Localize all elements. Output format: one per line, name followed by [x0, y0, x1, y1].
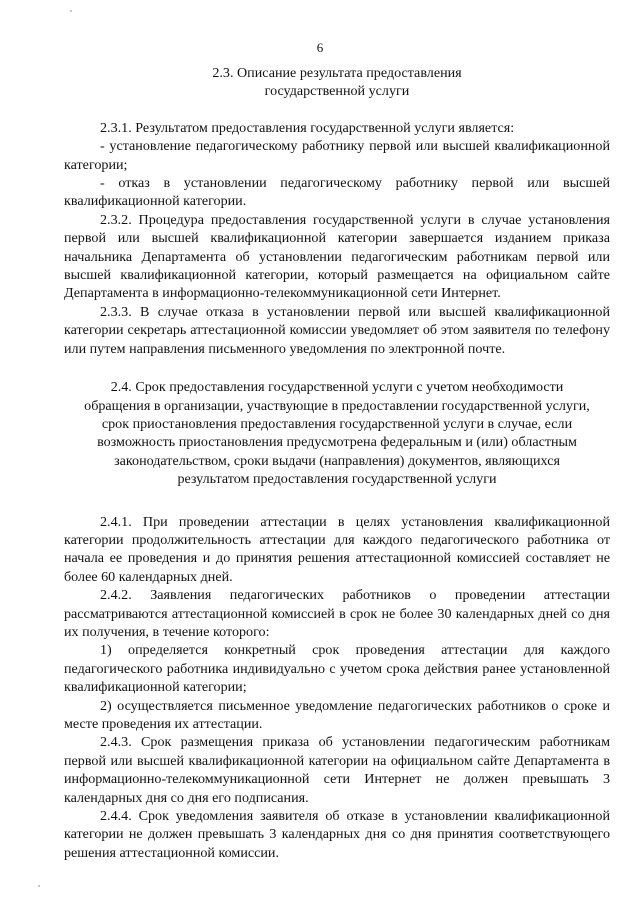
list-item-numbered: 1) определяется конкретный срок проведения аттестации для каждого педагогического работника индивидуально с учетом срока действия ранее установленной квалификационной категории; — [64, 642, 610, 696]
paragraph-2-4-1: 2.4.1. При проведении аттестации в целях установления квалификационной категории продолжительность аттестации для каждого педагогического работника от начала ее проведения и до принятия решения аттестационной комиссией составляет не более 60 календарных дней. — [64, 513, 610, 585]
list-item-dash: - установление педагогическому работнику первой или высшей квалификационной категории; — [64, 138, 610, 173]
section-2-4-heading-line: результатом предоставления государственной услуги — [177, 471, 497, 488]
section-2-4-heading-line: срок приостановления предоставления государственной услуги в случае, если — [101, 415, 573, 432]
scan-artifact — [38, 885, 40, 887]
section-2-3-heading — [64, 64, 610, 101]
section-2-3-heading-line: 2.3. Описание результата предоставления — [212, 65, 462, 81]
paragraph-2-4-2: 2.4.2. Заявления педагогических работников о проведении аттестации рассматриваются аттестационной комиссией в срок не более 30 календарных дней со дня их получения, в течение которого: — [64, 587, 610, 640]
paragraph-2-3-1: 2.3.1. Результатом предоставления государственной услуги является: — [100, 119, 515, 136]
paragraph-2-3-2: 2.3.2. Процедура предоставления государственной услуги в случае установления первой или высшей квалификационной категории завершается изданием приказа начальника Департамента об установлении педагогическим работникам первой или высшей квалификационной категории, который размещается на официальном сайте Департамента в информационно-телекоммуникационной сети Интернет. — [64, 211, 610, 302]
list-item-dash: - отказ в установлении педагогическому работнику первой или высшей квалификационной категории. — [64, 175, 610, 210]
section-2-4-heading-line: законодательством, сроки выдачи (направления) документов, являющихся — [114, 452, 560, 469]
section-2-4-heading-line: возможность приостановления предусмотрена федеральным и (или) областным — [97, 434, 577, 451]
list-item-numbered: 2) осуществляется письменное уведомление педагогических работников о сроке и месте проведения их аттестации. — [64, 697, 610, 732]
scan-artifact — [70, 10, 72, 12]
paragraph-2-4-4: 2.4.4. Срок уведомления заявителя об отказе в установлении квалификационной категории не должен превышать 3 календарных дня со дня принятия соответствующего решения аттестационной комиссии. — [64, 808, 610, 861]
paragraph-2-3-3: 2.3.3. В случае отказа в установлении первой или высшей квалификационной категории секретарь аттестационной комиссии уведомляет об этом заявителя по телефону или путем направления письменного уведомления по электронной почте. — [64, 303, 610, 357]
section-2-4-heading-line: 2.4. Срок предоставления государственной услуги с учетом необходимости — [110, 379, 564, 396]
page-number: 6 — [316, 40, 324, 55]
section-2-4-heading — [64, 378, 610, 488]
document-body — [64, 64, 610, 862]
section-2-4-heading-line: обращения в организации, участвующие в предоставлении государственной услуги, — [84, 397, 590, 414]
paragraph-2-4-3: 2.4.3. Срок размещения приказа об установлении педагогическим работникам первой или высшей квалификационной категории на официальном сайте Департамента в информационно-телекоммуникационной сети Интернет не должен превышать 3 календарных дня со дня его подписания. — [64, 734, 610, 806]
section-2-3-heading-line: государственной услуги — [264, 83, 410, 100]
